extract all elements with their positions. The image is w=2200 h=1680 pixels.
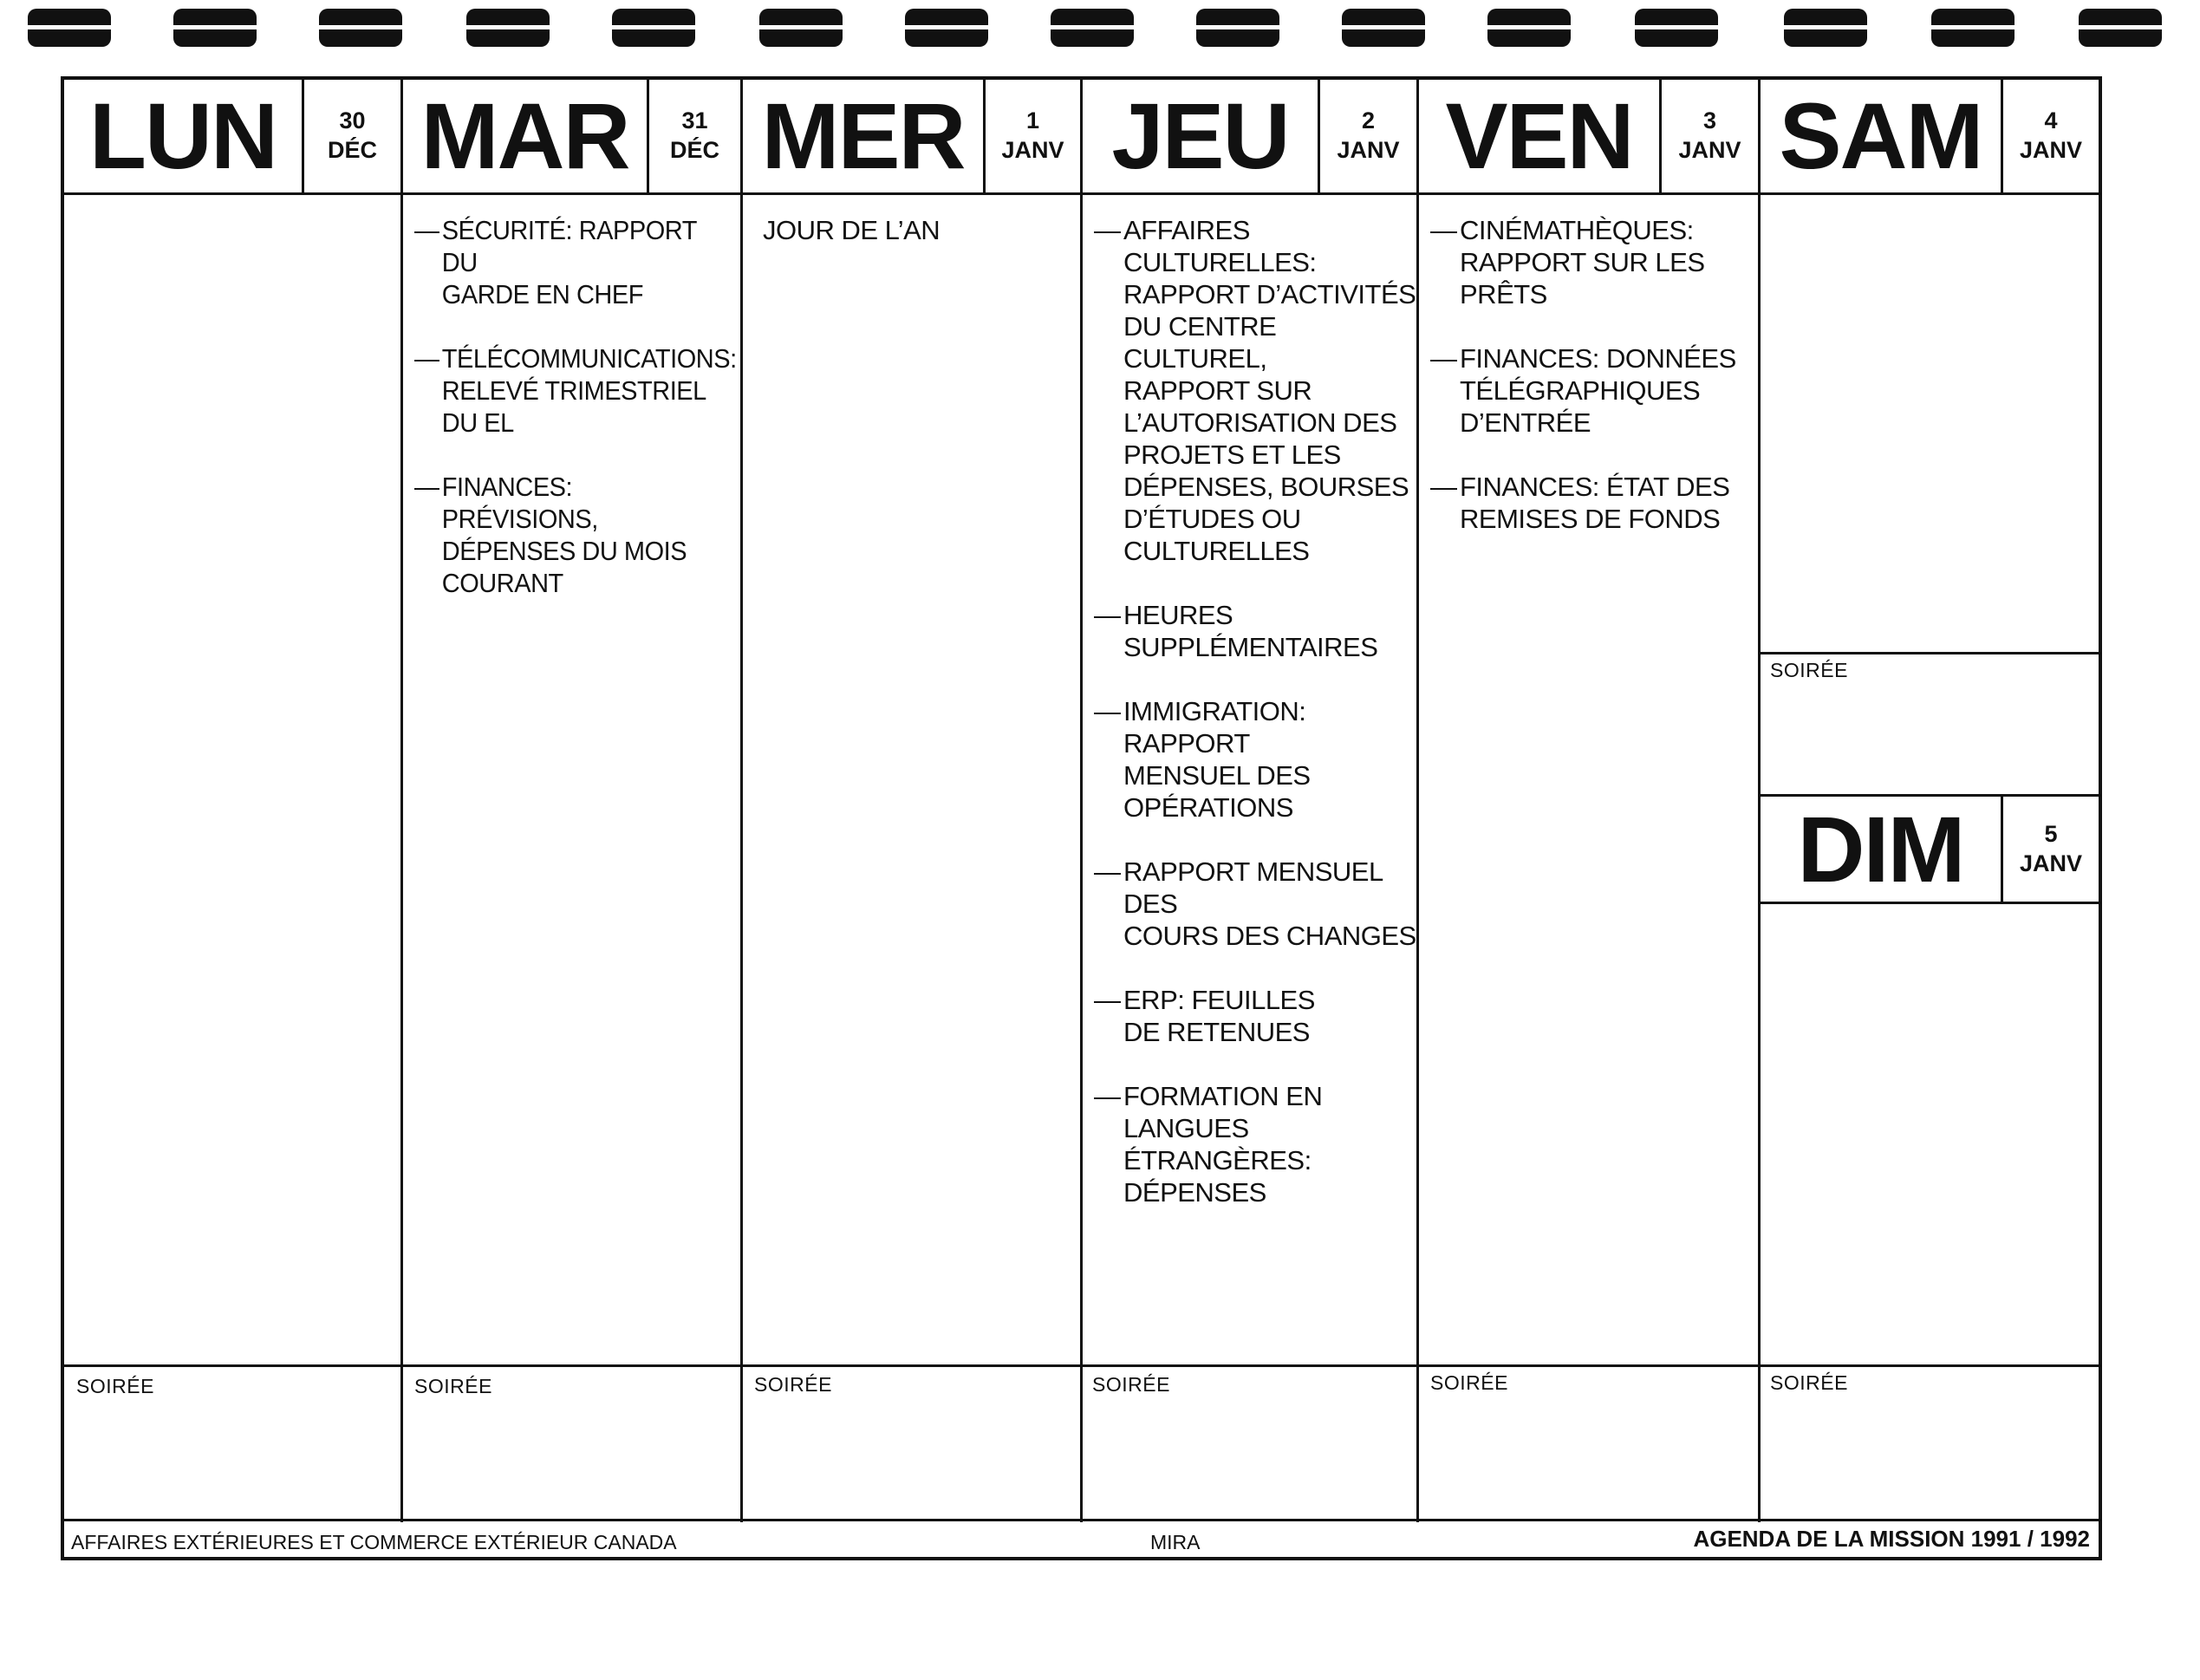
entry-text: FINANCES: PRÉVISIONS, DÉPENSES DU MOIS COURANT [441, 472, 687, 598]
date-box-friday [1662, 80, 1758, 192]
entry-dash: — [1094, 600, 1121, 630]
day-name-wednesday: MER [761, 83, 965, 188]
entry-dash: — [414, 472, 439, 502]
wednesday-evening-label: SOIRÉE [754, 1373, 832, 1396]
day-number: 5 [2044, 820, 2058, 847]
wednesday-note: JOUR DE L’AN [763, 215, 941, 245]
month-label: DÉC [669, 137, 719, 163]
friday-entries [1430, 214, 1756, 567]
entry-text: IMMIGRATION: RAPPORT MENSUEL DES OPÉRATIONS [1123, 696, 1311, 823]
footer-department: AFFAIRES EXTÉRIEURES ET COMMERCE EXTÉRIEUR CANADA [71, 1531, 677, 1553]
entry-dash: — [1094, 1081, 1121, 1111]
tuesday-entries [414, 214, 737, 631]
day-name-sunday: DIM [1797, 796, 1964, 902]
entry-text: FORMATION EN LANGUES ÉTRANGÈRES: DÉPENSES [1123, 1081, 1323, 1208]
day-name-tuesday: MAR [420, 83, 629, 188]
binder-hole [2079, 9, 2162, 47]
day-number: 1 [1025, 107, 1040, 134]
column-divider [1080, 80, 1083, 1522]
agenda-entry [414, 471, 716, 599]
agenda-entry [414, 342, 737, 439]
footer-agenda-title: AGENDA DE LA MISSION 1991 / 1992 [1693, 1526, 2090, 1552]
agenda-entry [1094, 695, 1416, 824]
entry-text: AFFAIRES CULTURELLES: RAPPORT D’ACTIVITÉS DU CENTRE CULTUREL, RAPPORT SUR L’AUTORISATION DES PROJETS ET LES DÉPENSES, BOURSES D’ÉTUDES OU CULTURELLES [1123, 215, 1416, 566]
date-box-tuesday [649, 80, 740, 192]
day-number: 30 [339, 107, 366, 134]
binder-hole [905, 9, 988, 47]
entry-dash: — [1094, 696, 1121, 726]
entry-dash: — [1430, 472, 1457, 502]
binder-hole [1784, 9, 1867, 47]
month-label: JANV [1001, 137, 1064, 163]
day-number: 31 [681, 107, 708, 134]
agenda-entry [1094, 599, 1416, 663]
footer-code: MIRA [1150, 1531, 1201, 1553]
month-label: JANV [1678, 137, 1741, 163]
agenda-entry [1094, 214, 1416, 567]
evening-divider [64, 1364, 2099, 1367]
entry-text: FINANCES: DONNÉES TÉLÉGRAPHIQUES D’ENTRÉE [1460, 343, 1736, 438]
date-box-wednesday [986, 80, 1080, 192]
binder-hole [466, 9, 550, 47]
binder-hole [1196, 9, 1279, 47]
day-name-friday: VEN [1445, 83, 1633, 188]
column-divider [1416, 80, 1419, 1522]
binder-hole [612, 9, 695, 47]
agenda-entry [1094, 856, 1416, 952]
agenda-entry [1094, 984, 1416, 1048]
agenda-entry [414, 214, 716, 310]
day-number: 4 [2044, 107, 2058, 134]
entry-text: CINÉMATHÈQUES: RAPPORT SUR LES PRÊTS [1460, 215, 1705, 309]
saturday-evening-label: SOIRÉE [1770, 659, 1848, 681]
agenda-entry [1430, 342, 1756, 439]
date-box-sunday [2003, 797, 2099, 902]
friday-evening-label: SOIRÉE [1430, 1371, 1508, 1394]
entry-dash: — [1430, 215, 1457, 245]
date-box-saturday [2003, 80, 2099, 192]
footer-divider [64, 1519, 2099, 1521]
binder-hole [1051, 9, 1134, 47]
binder-hole [1487, 9, 1571, 47]
date-box-monday [304, 80, 400, 192]
week-agenda-sheet [61, 76, 2102, 1560]
column-divider [400, 80, 403, 1522]
day-number: 3 [1702, 107, 1717, 134]
tuesday-evening-label: SOIRÉE [414, 1375, 492, 1397]
entry-text: SÉCURITÉ: RAPPORT DU GARDE EN CHEF [441, 215, 697, 309]
entry-text: ERP: FEUILLES DE RETENUES [1123, 985, 1315, 1047]
binder-hole [28, 9, 111, 47]
entry-dash: — [1094, 856, 1121, 887]
month-label: DÉC [327, 137, 377, 163]
entry-text: FINANCES: ÉTAT DES REMISES DE FONDS [1460, 472, 1730, 534]
entry-text: RAPPORT MENSUEL DES COURS DES CHANGES [1123, 856, 1416, 951]
binder-hole [1931, 9, 2014, 47]
entry-dash: — [1094, 985, 1121, 1015]
saturday-evening-divider [1761, 652, 2099, 654]
header-divider [64, 192, 2099, 195]
sunday-header-bottom [1761, 902, 2099, 904]
binder-hole [1635, 9, 1718, 47]
sunday-evening-label: SOIRÉE [1770, 1371, 1848, 1394]
entry-dash: — [1094, 215, 1121, 245]
entry-text: HEURES SUPPLÉMENTAIRES [1123, 600, 1378, 662]
thursday-entries [1094, 214, 1416, 1240]
column-divider [740, 80, 743, 1522]
agenda-entry [1430, 471, 1756, 535]
month-label: JANV [1337, 137, 1400, 163]
entry-text: TÉLÉCOMMUNICATIONS: RELEVÉ TRIMESTRIEL DU EL [441, 343, 737, 438]
month-label: JANV [2019, 850, 2083, 876]
binder-hole [173, 9, 257, 47]
monday-evening-label: SOIRÉE [76, 1375, 154, 1397]
thursday-evening-label: SOIRÉE [1092, 1373, 1170, 1396]
agenda-entry [1094, 1080, 1416, 1208]
agenda-entry [1430, 214, 1756, 310]
binder-hole [1342, 9, 1425, 47]
entry-dash: — [414, 343, 439, 374]
binder-holes [0, 9, 2200, 50]
month-label: JANV [2019, 137, 2083, 163]
day-name-saturday: SAM [1779, 83, 1982, 188]
binder-hole [319, 9, 402, 47]
day-name-monday: LUN [89, 83, 277, 188]
entry-dash: — [1430, 343, 1457, 374]
entry-dash: — [414, 215, 439, 245]
binder-hole [759, 9, 843, 47]
day-name-thursday: JEU [1111, 83, 1289, 188]
date-box-thursday [1320, 80, 1416, 192]
day-number: 2 [1361, 107, 1376, 134]
